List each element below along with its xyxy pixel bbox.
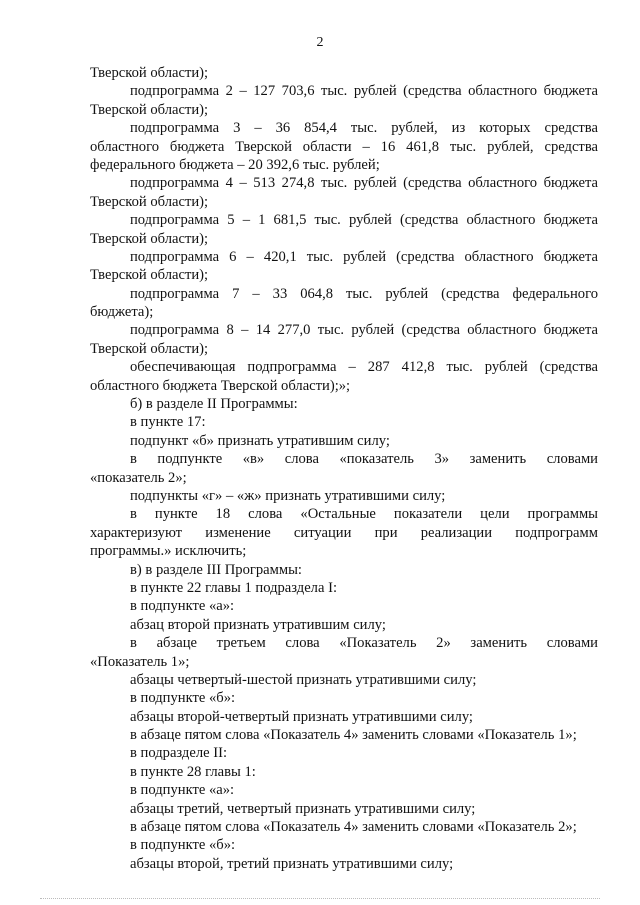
text-line: областного бюджета Тверской области – 16 461,8 тыс. рублей, средства (90, 138, 598, 155)
text-line: в подпункте «а»: (130, 598, 235, 615)
text-line: в абзаце пятом слова «Показатель 4» заменить словами «Показатель 2»; (130, 819, 577, 836)
text-line: Тверской области); (90, 193, 209, 210)
text-line: Тверской области); (90, 340, 209, 357)
text-line: абзацы третий, четвертый признать утратившими силу; (130, 800, 476, 817)
page-number: 2 (316, 35, 324, 50)
text-line: Тверской области); (90, 101, 209, 118)
text-line: в абзаце третьем слова «Показатель 2» заменить словами (130, 635, 598, 652)
text-line: подпункт «б» признать утратившим силу; (130, 432, 390, 449)
text-line: «Показатель 1»; (90, 653, 190, 670)
text-line: в подпункте «а»: (130, 782, 235, 799)
text-line: программы.» исключить; (90, 543, 247, 560)
text-line: подпрограмма 7 – 33 064,8 тыс. рублей (средства федерального (130, 285, 598, 302)
text-line: «показатель 2»; (90, 469, 187, 486)
text-line: в) в разделе III Программы: (130, 561, 302, 578)
scan-edge-line (40, 898, 600, 899)
text-line: подпрограмма 4 – 513 274,8 тыс. рублей (средства областного бюджета (130, 175, 598, 192)
text-line: Тверской области); (90, 267, 209, 284)
document-body (90, 64, 598, 873)
text-line: подпрограмма 5 – 1 681,5 тыс. рублей (средства областного бюджета (130, 212, 598, 229)
text-line: характеризуют изменение ситуации при реализации подпрограмм (90, 524, 598, 541)
text-line: б) в разделе II Программы: (130, 396, 298, 413)
text-line: Тверской области); (90, 65, 209, 81)
text-line: абзац второй признать утратившим силу; (130, 616, 386, 633)
text-line: в подпункте «б»: (130, 837, 236, 854)
text-line: подпрограмма 6 – 420,1 тыс. рублей (средства областного бюджета (130, 248, 598, 265)
text-line: абзацы второй, третий признать утратившими силу; (130, 855, 454, 872)
text-line: бюджета); (90, 304, 154, 321)
text-line: абзацы второй-четвертый признать утратившими силу; (130, 708, 473, 725)
text-line: абзацы четвертый-шестой признать утратившими силу; (130, 671, 477, 688)
text-line: федерального бюджета – 20 392,6 тыс. рублей; (90, 156, 380, 173)
text-line: в подпункте «б»: (130, 690, 236, 707)
text-line: Тверской области); (90, 230, 209, 247)
text-line: в пункте 17: (130, 414, 206, 431)
text-line: в подразделе II: (130, 745, 228, 762)
text-line: подпункты «г» – «ж» признать утратившими силу; (130, 487, 446, 504)
text-line: в пункте 28 главы 1: (130, 763, 256, 780)
text-line: подпрограмма 8 – 14 277,0 тыс. рублей (средства областного бюджета (130, 322, 598, 339)
text-line: в подпункте «в» слова «показатель 3» заменить словами (130, 451, 598, 468)
text-line: в пункте 22 главы 1 подраздела I: (130, 579, 338, 596)
text-line: подпрограмма 2 – 127 703,6 тыс. рублей (средства областного бюджета (130, 83, 598, 100)
text-line: подпрограмма 3 – 36 854,4 тыс. рублей, из которых средства (130, 120, 598, 137)
text-line: обеспечивающая подпрограмма – 287 412,8 тыс. рублей (средства (130, 359, 598, 376)
text-line: в пункте 18 слова «Остальные показатели цели программы (130, 506, 598, 523)
text-line: областного бюджета Тверской области);»; (90, 377, 351, 394)
text-line: в абзаце пятом слова «Показатель 4» заменить словами «Показатель 1»; (130, 727, 577, 744)
